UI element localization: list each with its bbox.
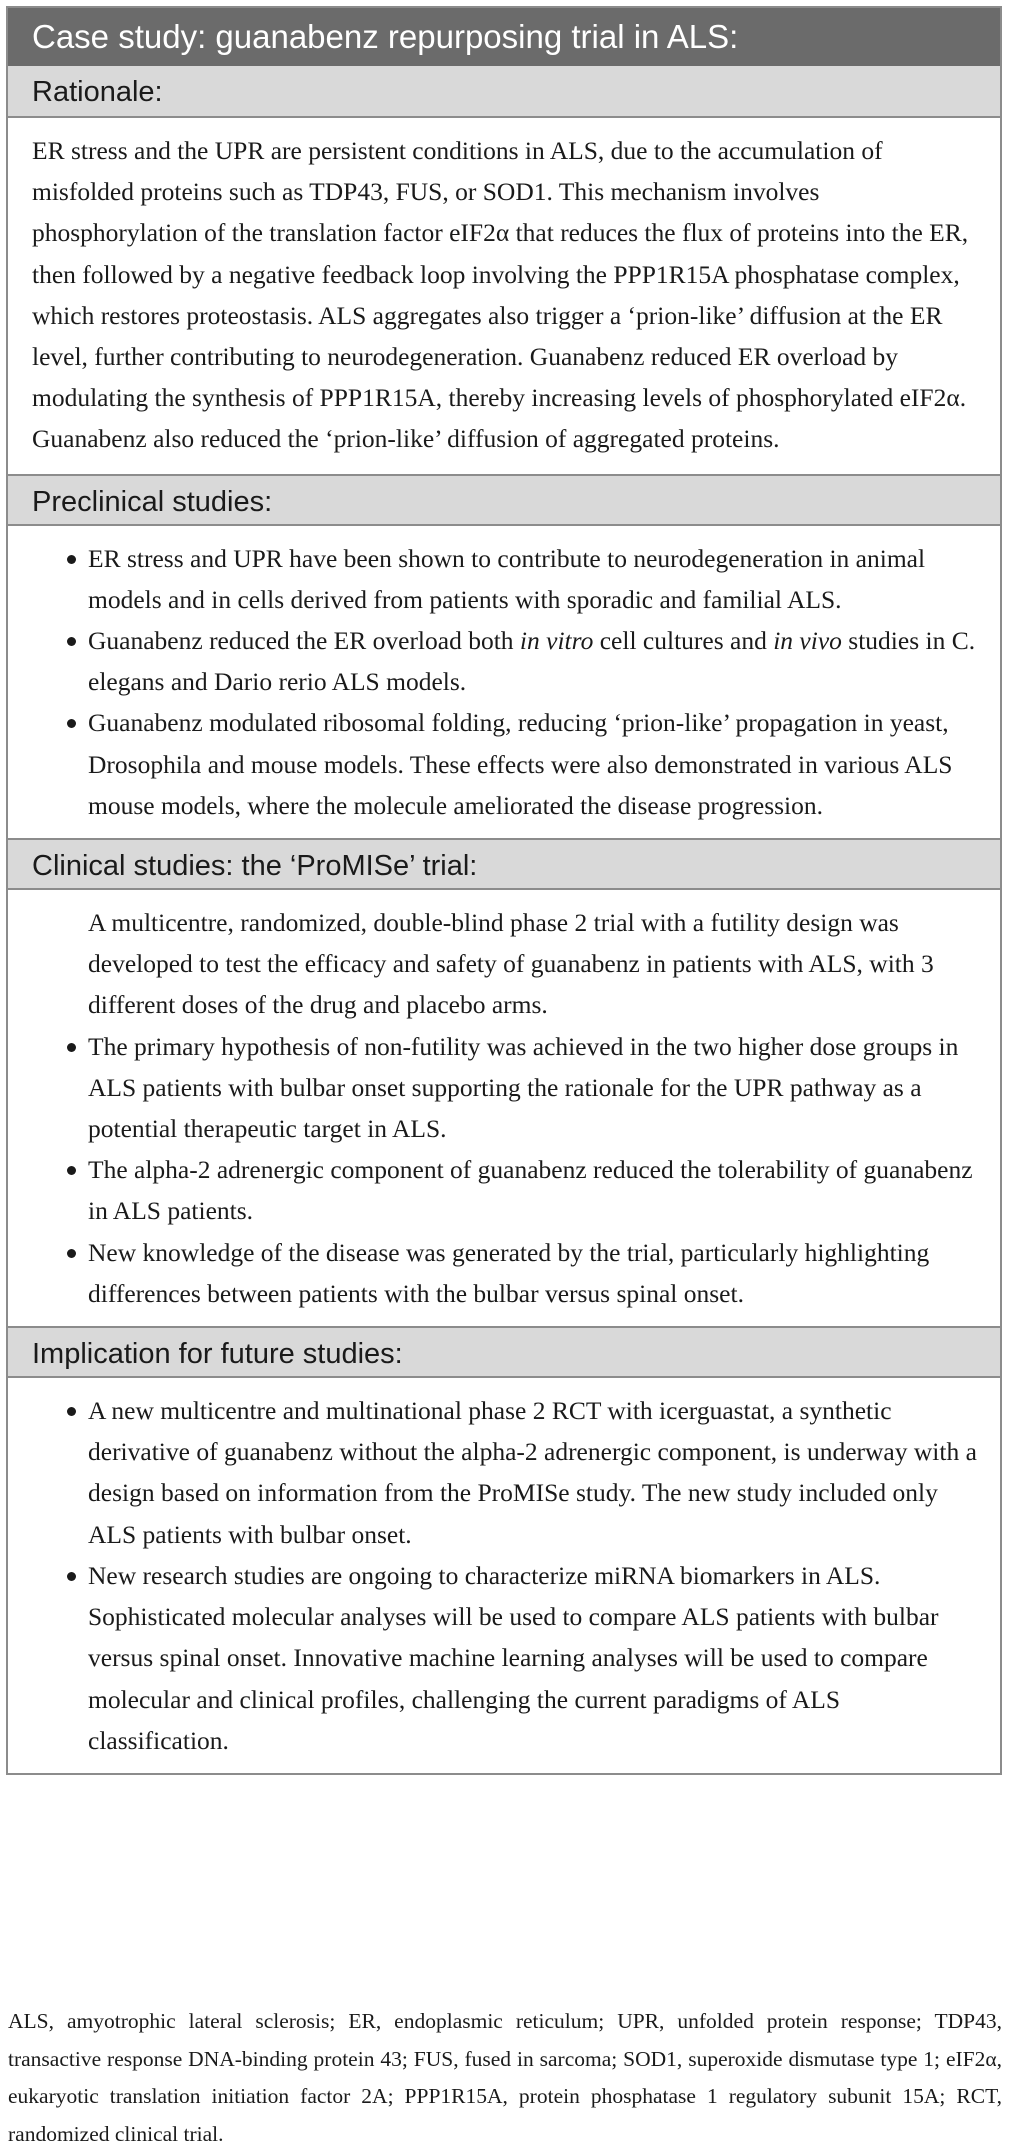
list-item bbox=[8, 1232, 984, 1314]
list-item-text: A new multicentre and multinational phase 2 RCT with icerguastat, a synthetic derivative of guanabenz without the alpha-2 adrenergic component, is underway with a design based on information from the ProMISe study. The new study included only ALS patients with bulbar onset. bbox=[88, 1396, 977, 1549]
list-item-text: New research studies are ongoing to characterize miRNA biomarkers in ALS. Sophisticated molecular analyses will be used to compare ALS patients with bulbar versus spinal onset. Innovative machine learning analyses will be used to compare molecular and clinical profiles, challenging the current paradigms of ALS classification. bbox=[88, 1560, 939, 1755]
list-item bbox=[8, 1390, 984, 1555]
clinical-section bbox=[8, 890, 1000, 1326]
list-item bbox=[8, 702, 984, 826]
clinical-heading: Clinical studies: the ‘ProMISe’ trial: bbox=[8, 838, 1000, 890]
preclinical-list bbox=[8, 526, 1000, 838]
bullet-icon bbox=[67, 719, 76, 728]
bullet-icon bbox=[67, 1249, 76, 1258]
list-item bbox=[8, 1149, 984, 1231]
list-item bbox=[8, 620, 984, 702]
list-item bbox=[8, 1026, 984, 1150]
clinical-intro bbox=[8, 902, 984, 1026]
list-item-text: Guanabenz modulated ribosomal folding, reducing ‘prion-like’ propagation in yeast, Drosophila and mouse models. These effects were also demonstrated in various ALS mouse models, where the molecule ameliorated the disease progression. bbox=[88, 708, 953, 820]
future-heading: Implication for future studies: bbox=[8, 1326, 1000, 1378]
rationale-section bbox=[8, 118, 1000, 474]
rationale-heading: Rationale: bbox=[8, 66, 1000, 118]
box-title: Case study: guanabenz repurposing trial in ALS: bbox=[8, 8, 1000, 66]
list-item-text: Guanabenz reduced the ER overload both in vitro cell cultures and in vivo studies in C. elegans and Dario rerio ALS models. bbox=[88, 626, 976, 697]
bullet-icon bbox=[67, 637, 76, 646]
list-item-text: ER stress and UPR have been shown to contribute to neurodegeneration in animal models and in cells derived from patients with sporadic and familial ALS. bbox=[88, 543, 926, 614]
bullet-icon bbox=[67, 1407, 76, 1416]
list-item-text: The primary hypothesis of non-futility was achieved in the two higher dose groups in ALS patients with bulbar onset supporting the rationale for the UPR pathway as a potential therapeutic target in ALS. bbox=[88, 1031, 959, 1144]
future-section bbox=[8, 1378, 1000, 1773]
list-item-text: New knowledge of the disease was generated by the trial, particularly highlighting differences between patients with the bulbar versus spinal onset. bbox=[88, 1237, 930, 1308]
clinical-list bbox=[8, 890, 1000, 1326]
bullet-icon bbox=[67, 1043, 76, 1052]
rationale-text: ER stress and the UPR are persistent conditions in ALS, due to the accumulation of misfolded proteins such as TDP43, FUS, or SOD1. This mechanism involves phosphorylation of the translation factor eIF2α that reduces the flux of proteins into the ER, then followed by a negative feedback loop involving the PPP1R15A phosphatase complex, which restores proteostasis. ALS aggregates also trigger a ‘prion-like’ diffusion at the ER level, further contributing to neurodegeneration. Guanabenz reduced ER overload by modulating the synthesis of PPP1R15A, thereby increasing levels of phosphorylated eIF2α. Guanabenz also reduced the ‘prion-like’ diffusion of aggregated proteins. bbox=[32, 136, 969, 454]
clinical-intro-text: A multicentre, randomized, double-blind phase 2 trial with a futility design was developed to test the efficacy and safety of guanabenz in patients with ALS, with 3 different doses of the drug and placebo arms. bbox=[88, 908, 934, 1020]
preclinical-section bbox=[8, 526, 1000, 838]
preclinical-heading: Preclinical studies: bbox=[8, 474, 1000, 526]
footnote-abbreviations: ALS, amyotrophic lateral sclerosis; ER, endoplasmic reticulum; UPR, unfolded protein response; TDP43, transactive response DNA-binding protein 43; FUS, fused in sarcoma; SOD1, superoxide dismutase type 1; eIF2α, eukaryotic translation initiation factor 2A; PPP1R15A, protein phosphatase 1 regulatory subunit 15A; RCT, randomized clinical trial. bbox=[8, 2009, 1002, 2146]
list-item-text: The alpha-2 adrenergic component of guanabenz reduced the tolerability of guanabenz in ALS patients. bbox=[88, 1155, 973, 1226]
bullet-icon bbox=[67, 1166, 76, 1175]
list-item bbox=[8, 538, 984, 620]
bullet-icon bbox=[67, 555, 76, 564]
case-study-box bbox=[6, 6, 1002, 1775]
list-item bbox=[8, 1555, 984, 1761]
future-list bbox=[8, 1378, 1000, 1773]
bullet-icon bbox=[67, 1572, 76, 1581]
